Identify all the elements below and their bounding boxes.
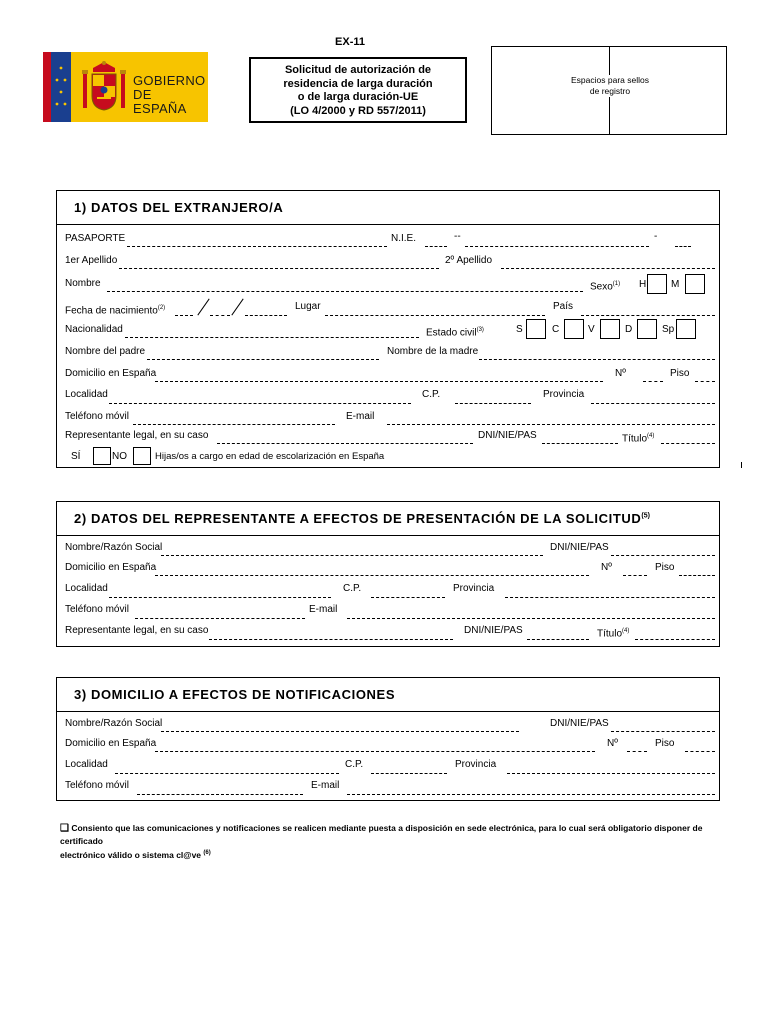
label-no: NO [112,451,127,462]
field-telefono[interactable] [137,794,303,795]
field-email[interactable] [347,794,715,795]
label-cp: C.P. [343,583,362,594]
field-localidad[interactable] [109,597,331,598]
logo-eu-stripe [51,52,71,122]
field-numero[interactable] [627,751,647,752]
checkbox-hijos-si[interactable] [93,447,111,465]
margin-mark [741,462,742,468]
label-fecha-nacimiento [65,302,165,317]
field-cp[interactable] [371,597,445,598]
checkbox-estado-separado[interactable] [676,319,696,339]
label-titulo-text: Título [622,433,648,445]
label-nombre-razon: Nombre/Razón Social [65,718,163,729]
field-domicilio[interactable] [155,751,595,752]
label-representante: Representante legal, en su caso [65,625,209,636]
field-apellido2[interactable] [501,268,715,269]
label-titulo-text: Título [597,628,623,640]
form-title-line: o de larga duración-UE [297,91,419,103]
label-madre: Nombre de la madre [387,346,479,357]
field-dni[interactable] [527,639,589,640]
field-nombre-razon[interactable] [161,555,543,556]
form-title-box [249,57,467,123]
field-titulo[interactable] [661,443,715,444]
label-fecha-text: Fecha de nacimiento [65,305,158,317]
label-telefono: Teléfono móvil [65,411,129,422]
field-provincia[interactable] [591,403,715,404]
nie-separator: - [654,231,658,242]
section-title-text: 2) DATOS DEL REPRESENTANTE A EFECTOS DE PRESENTACIÓN DE LA SOLICITUD [74,511,642,526]
field-numero[interactable] [643,381,663,382]
label-estado-civil [426,324,484,339]
logo-text [133,74,208,116]
field-cp[interactable] [455,403,531,404]
field-madre[interactable] [479,359,715,360]
section-domicilio-notificaciones [56,677,720,801]
label-apellido2: 2º Apellido [445,255,493,266]
field-representante[interactable] [209,639,453,640]
field-provincia[interactable] [505,597,715,598]
label-localidad: Localidad [65,759,108,770]
consent-text-part: electrónico válido o sistema cl@ve [60,849,202,860]
label-estado-s: S [516,324,523,335]
field-piso[interactable] [679,575,715,576]
label-cp: C.P. [422,389,441,400]
consent-line [60,847,710,861]
label-piso: Piso [655,738,675,749]
field-nacionalidad[interactable] [125,337,419,338]
label-sexo [590,278,620,293]
label-numero: Nº [615,368,626,379]
label-dni: DNI/NIE/PAS [478,430,537,441]
nie-separator: -- [454,231,461,242]
logo-text-line: GOBIERNO [133,73,206,88]
label-titulo [622,430,654,445]
label-localidad: Localidad [65,583,108,594]
field-mes[interactable] [210,315,230,316]
registry-stamp-box [491,46,727,135]
eu-stars-icon [51,52,71,122]
label-nie: N.I.E. [391,233,417,244]
field-dia[interactable] [175,315,193,316]
label-email: E-mail [346,411,375,422]
footnote-ref: (5) [641,512,650,520]
section-datos-representante [56,501,720,647]
field-dni[interactable] [611,555,715,556]
field-domicilio[interactable] [155,575,589,576]
registry-label-line: de registro [589,86,631,96]
form-code: EX-11 [335,36,365,48]
field-nombre-razon[interactable] [161,731,519,732]
label-provincia: Provincia [453,583,495,594]
label-nombre-razon: Nombre/Razón Social [65,542,163,553]
field-cp[interactable] [371,773,447,774]
date-slash [231,299,243,316]
label-lugar: Lugar [295,301,321,312]
field-email[interactable] [347,618,715,619]
gobierno-logo [43,52,208,122]
label-numero: Nº [607,738,618,749]
registry-label [552,75,668,97]
field-padre[interactable] [147,359,379,360]
label-sexo-h: H [639,279,647,290]
label-numero: Nº [601,562,612,573]
label-domicilio: Domicilio en España [65,368,157,379]
label-apellido1: 1er Apellido [65,255,118,266]
field-anio[interactable] [245,315,287,316]
label-estado-sp: Sp [662,324,675,335]
label-estado-text: Estado civil [426,327,477,339]
section-datos-extranjero [56,190,720,468]
label-estado-d: D [625,324,633,335]
logo-red-stripe [43,52,51,122]
field-nombre[interactable] [107,291,583,292]
field-lugar[interactable] [325,315,545,316]
form-title-line: Solicitud de autorización de [284,64,432,76]
checkbox-estado-viudo[interactable] [600,319,620,339]
label-pasaporte: PASAPORTE [65,233,126,244]
field-nie-letter[interactable] [425,246,447,247]
field-dni[interactable] [611,731,715,732]
form-title-line: residencia de larga duración [283,77,433,90]
label-padre: Nombre del padre [65,346,146,357]
consent-text [60,822,710,861]
label-domicilio: Domicilio en España [65,562,157,573]
field-email[interactable] [387,424,715,425]
consent-text-part: Consiento que las comunicaciones y notificaciones se realicen mediante puesta a disposición en sede electrónica, para lo cual será obligatorio disponer de certificado [60,823,703,846]
section-header [57,502,719,536]
field-piso[interactable] [695,381,715,382]
label-provincia: Provincia [543,389,585,400]
label-piso: Piso [655,562,675,573]
label-telefono: Teléfono móvil [65,780,129,791]
label-sexo-text: Sexo [590,281,613,293]
label-domicilio: Domicilio en España [65,738,157,749]
checkbox-estado-casado[interactable] [564,319,584,339]
section-title: 1) DATOS DEL EXTRANJERO/A [74,200,284,215]
field-provincia[interactable] [507,773,715,774]
logo-text-line: DE ESPAÑA [133,87,187,116]
label-si: SÍ [71,451,81,462]
label-dni: DNI/NIE/PAS [550,542,609,553]
label-representante: Representante legal, en su caso [65,430,209,441]
field-domicilio[interactable] [155,381,603,382]
field-numero[interactable] [623,575,647,576]
label-titulo [597,625,629,640]
label-estado-c: C [552,324,560,335]
date-slash [197,299,209,316]
field-pais[interactable] [581,315,715,316]
field-representante[interactable] [217,443,473,444]
checkbox-estado-divorciado[interactable] [637,319,657,339]
coat-of-arms-icon [79,58,129,116]
field-apellido1[interactable] [119,268,439,269]
registry-label-line: Espacios para sellos [571,75,649,85]
label-pais: País [553,301,574,312]
field-titulo[interactable] [635,639,715,640]
label-nacionalidad: Nacionalidad [65,324,123,335]
footnote-ref: (3) [476,327,484,333]
label-sexo-m: M [671,279,680,290]
checkbox-sexo-h[interactable] [647,274,667,294]
section-header [57,678,719,712]
label-telefono: Teléfono móvil [65,604,129,615]
label-cp: C.P. [345,759,364,770]
field-telefono[interactable] [135,618,305,619]
field-dni[interactable] [542,443,618,444]
section-title: 3) DOMICILIO A EFECTOS DE NOTIFICACIONES [74,687,396,702]
field-telefono[interactable] [133,424,335,425]
label-estado-v: V [588,324,595,335]
footnote-ref: (6) [203,850,211,856]
field-nie-number[interactable] [465,246,649,247]
section-title [74,511,650,526]
checkbox-estado-soltero[interactable] [526,319,546,339]
section-header [57,191,719,225]
label-dni: DNI/NIE/PAS [550,718,609,729]
form-title-line: (LO 4/2000 y RD 557/2011) [290,104,426,117]
label-localidad: Localidad [65,389,108,400]
footnote-ref: (1) [612,281,621,287]
checkbox-hijos-no[interactable] [133,447,151,465]
consent-line [60,822,710,847]
label-email: E-mail [311,780,340,791]
consent-checkbox[interactable]: ❑ [60,823,69,834]
label-piso: Piso [670,368,690,379]
label-email: E-mail [309,604,338,615]
field-piso[interactable] [685,751,715,752]
label-nombre: Nombre [65,278,101,289]
label-hijos: Hijas/os a cargo en edad de escolarización en España [155,451,385,462]
label-dni: DNI/NIE/PAS [464,625,523,636]
footnote-ref: (4) [647,433,655,439]
field-nie-control[interactable] [675,246,691,247]
footnote-ref: (2) [157,305,166,311]
field-localidad[interactable] [115,773,339,774]
label-provincia: Provincia [455,759,497,770]
field-pasaporte[interactable] [127,246,387,247]
footnote-ref: (4) [622,628,630,634]
checkbox-sexo-m[interactable] [685,274,705,294]
field-localidad[interactable] [109,403,411,404]
